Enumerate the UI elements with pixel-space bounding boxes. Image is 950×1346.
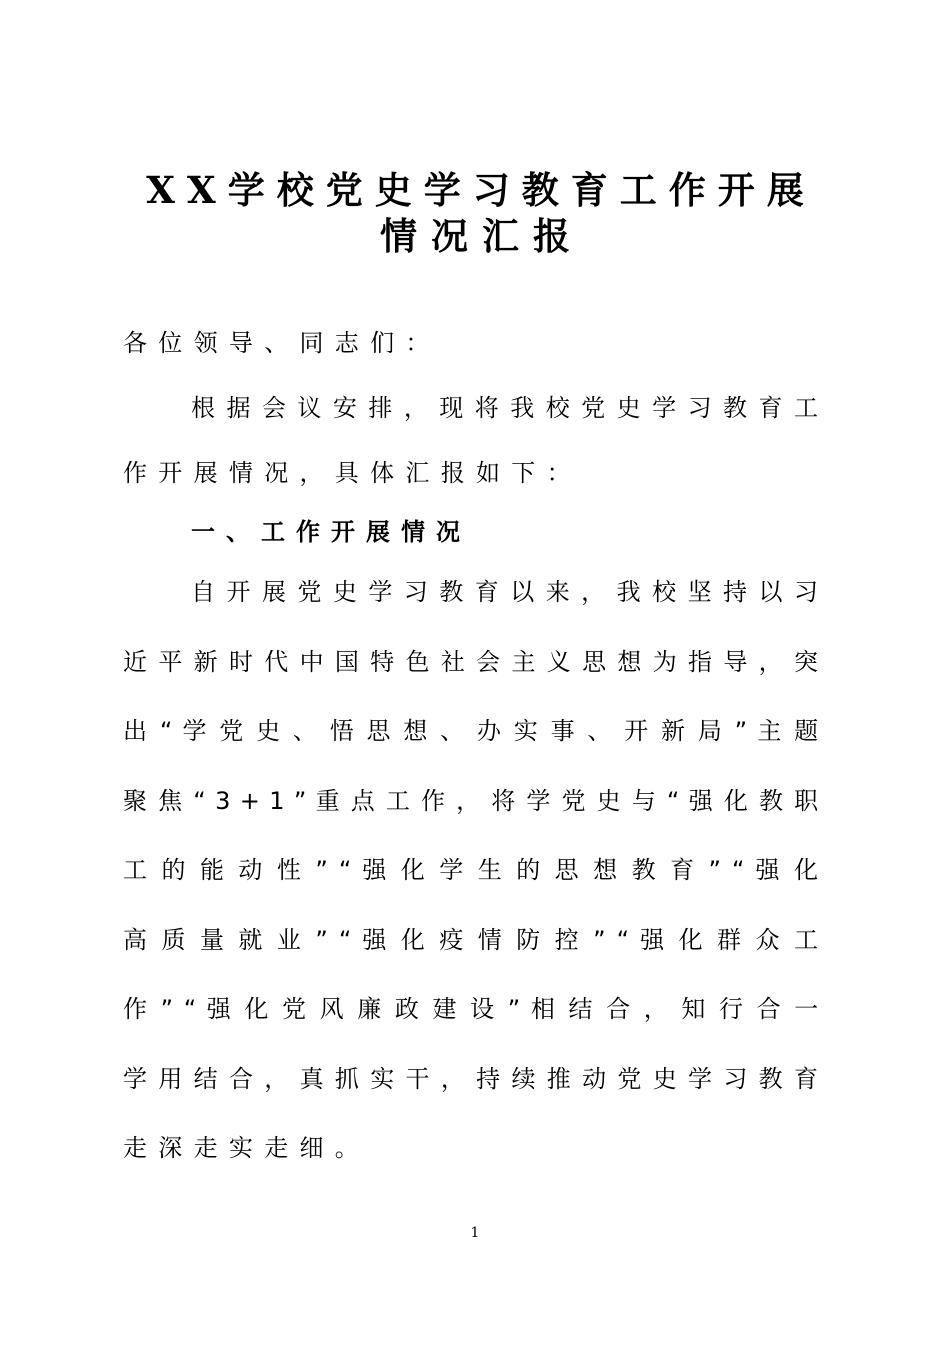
document-title-line-2: 情况汇报 <box>380 214 584 258</box>
salutation: 各位领导、同志们： <box>123 329 441 357</box>
body-line-8: 学 用 结 合 ， 真 抓 实 干 ， 持 续 推 动 党 史 学 习 教 育 <box>123 1065 818 1093</box>
document-title-line-1: XX学校党史学习教育工作开展 <box>146 168 816 212</box>
page-number: 1 <box>470 1225 480 1241</box>
body-line-3: 出 “ 学 党 史 、 悟 思 想 、 办 实 事 、 开 新 局 ” 主 题 <box>123 717 819 745</box>
body-line-4: 聚 焦 “ 3 + 1 ” 重 点 工 作 ， 将 学 党 史 与 “ 强 化 教 职 <box>123 787 819 815</box>
body-line-5: 工 的 能 动 性 ” “ 强 化 学 生 的 思 想 教 育 ” “ 强 化 <box>123 856 818 884</box>
body-line-1: 自 开 展 党 史 学 习 教 育 以 来 ， 我 校 坚 持 以 习 <box>191 578 818 606</box>
body-line-7: 作 ” “ 强 化 党 风 廉 政 建 设 ” 相 结 合 ， 知 行 合 一 <box>123 995 819 1023</box>
body-line-6: 高 质 量 就 业 ” “ 强 化 疫 情 防 控 ” “ 强 化 群 众 工 <box>123 926 818 954</box>
intro-line-2: 作开展情况，具体汇报如下： <box>123 459 582 487</box>
section-heading: 一、工作开展情况 <box>191 518 471 546</box>
body-line-2: 近 平 新 时 代 中 国 特 色 社 会 主 义 思 想 为 指 导 ， 突 <box>123 648 818 676</box>
body-line-9: 走深走实走细。 <box>123 1134 371 1162</box>
intro-line-1: 根 据 会 议 安 排 ， 现 将 我 校 党 史 学 习 教 育 工 <box>191 394 818 422</box>
